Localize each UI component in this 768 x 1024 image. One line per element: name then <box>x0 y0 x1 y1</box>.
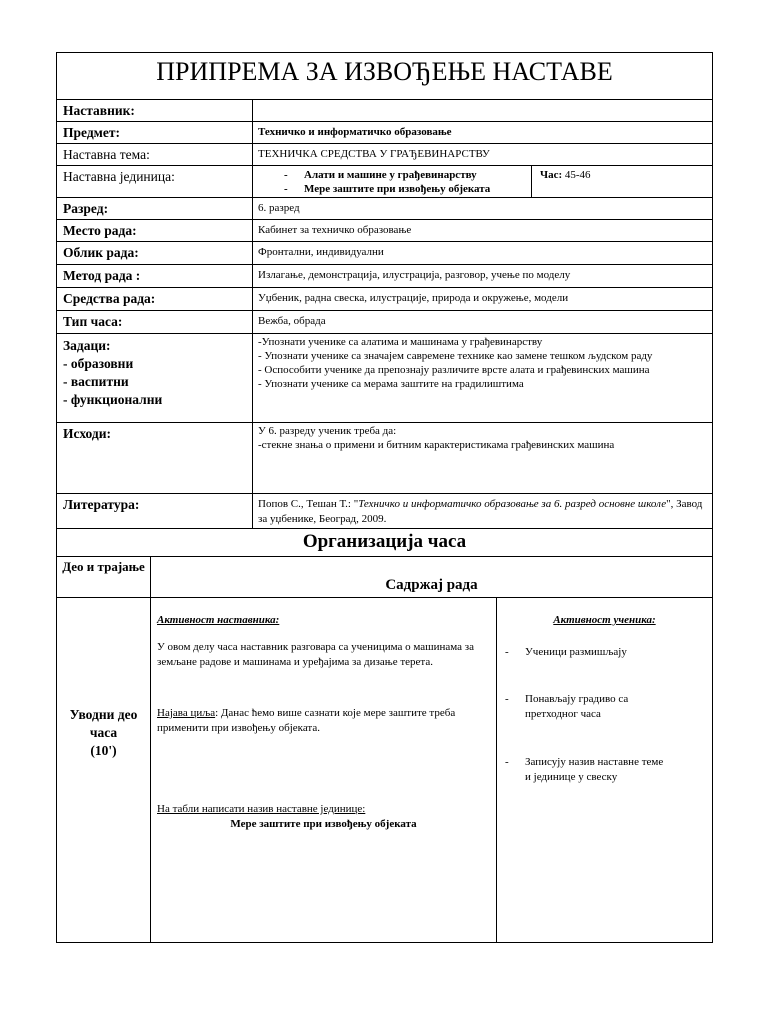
outcomes-line: У 6. разреду ученик треба да: <box>258 425 397 437</box>
teacher-activity-cell <box>151 598 497 942</box>
organization-title: Организација часа <box>302 531 467 552</box>
literature-label: Литература: <box>57 494 253 528</box>
tasks-label-cell <box>57 334 253 422</box>
task-line: - Упознати ученике са значајем савремене технике као замене тешком људском раду <box>258 350 653 362</box>
topic-value: ТЕХНИЧКА СРЕДСТВА У ГРАЂЕВИНАРСТВУ <box>258 148 490 160</box>
board-instruction: На табли написати назив наставне јединице: <box>157 803 366 815</box>
hour-cell <box>534 166 597 184</box>
subject-label: Предмет: <box>57 122 253 143</box>
method-label: Метод рада : <box>57 265 253 287</box>
outcomes-value <box>253 423 712 493</box>
teacher-activity-heading: Активност наставника: <box>157 614 280 626</box>
student-activity-cell <box>497 598 712 942</box>
row-grade <box>57 198 712 220</box>
tasks-value <box>253 334 712 422</box>
lesson-goal-label: Најава циља <box>157 707 216 719</box>
row-resources <box>57 288 712 311</box>
literature-value: Попов С., Тешан Т.: "Техничко и информатичко образовање за 6. разред основне школе", Завод за уџбенике, Београд, 2009. <box>258 498 703 525</box>
outcomes-line: -стекне знања о примени и битним карактеристикама грађевинских машина <box>258 439 615 451</box>
type-label: Тип часа: <box>57 311 253 333</box>
row-outcomes <box>57 423 712 494</box>
row-place <box>57 220 712 242</box>
resources-label: Средства рада: <box>57 288 253 310</box>
unit-items <box>253 166 532 197</box>
page-title: ПРИПРЕМА ЗА ИЗВОЂЕЊЕ НАСТАВЕ <box>156 57 613 86</box>
literature-book-title: Техничко и информатичко образовање за 6. разред основне школе <box>358 498 667 510</box>
part-duration-header: Део и трајање <box>57 557 151 597</box>
form-value: Фронтални, индивидуални <box>258 246 384 258</box>
row-tasks <box>57 334 712 423</box>
teacher-label: Наставник: <box>57 100 253 121</box>
tasks-sub-upbringing: - васпитни <box>63 374 129 389</box>
row-teacher <box>57 100 712 122</box>
student-activity-item: - Понављају градиво са претходног часа <box>505 693 629 720</box>
tasks-label: Задаци: <box>63 338 111 353</box>
row-type <box>57 311 712 334</box>
intro-section-label: Уводни део часа (10') <box>57 706 150 760</box>
method-value: Излагање, демонстрација, илустрација, разговор, учење по моделу <box>258 269 571 281</box>
teacher-activity-text: У овом делу часа наставник разговара са ученицима о машинама за земљане радове и машинама и уређајима за дизање терета. <box>157 641 475 668</box>
intro-section-time: (10') <box>90 743 117 758</box>
row-unit <box>57 166 712 198</box>
topic-label: Наставна тема: <box>57 144 253 165</box>
task-line: -Упознати ученике са алатима и машинама у грађевинарству <box>258 336 543 348</box>
hour-value: 45-46 <box>564 169 591 181</box>
row-topic <box>57 144 712 166</box>
lesson-goal: Најава циља: Данас ћемо више сазнати које мере заштите треба применити при извођењу објеката. <box>157 707 456 734</box>
content-header: Садржај рада <box>385 577 478 593</box>
unit-label: Наставна јединица: <box>57 166 253 197</box>
tasks-sub-functional: - функционални <box>63 392 163 407</box>
title-row <box>57 53 712 100</box>
student-activity-item: - Ученици размишљају <box>505 646 627 658</box>
grade-value: 6. разред <box>258 202 300 214</box>
unit-item: - Мере заштите при извођењу објеката <box>284 183 491 195</box>
board-unit-name: Мере заштите при извођењу објеката <box>230 818 417 830</box>
student-activity-item: - Записују назив наставне теме и јединице у свеску <box>505 756 664 783</box>
subject-value: Техничко и информатичко образовање <box>258 126 452 138</box>
tasks-sub-educational: - образовни <box>63 356 134 371</box>
form-label: Облик рада: <box>57 242 253 264</box>
row-subject <box>57 122 712 144</box>
organization-header-row <box>57 557 712 598</box>
organization-title-row <box>57 529 712 557</box>
type-value: Вежба, обрада <box>258 315 326 327</box>
outcomes-label: Исходи: <box>57 423 253 493</box>
student-activity-heading: Активност ученика: <box>553 614 656 626</box>
place-value: Кабинет за техничко образовање <box>258 224 412 236</box>
grade-label: Разред: <box>57 198 253 219</box>
place-label: Место рада: <box>57 220 253 241</box>
resources-value: Уџбеник, радна свеска, илустрације, природа и окружење, модели <box>258 292 569 304</box>
unit-item: - Алати и машине у грађевинарству <box>284 169 477 181</box>
task-line: - Оспособити ученике да препознају различите врсте алата и грађевинских машина <box>258 364 650 376</box>
intro-section-row <box>57 598 712 942</box>
row-literature <box>57 494 712 529</box>
teacher-value <box>253 100 712 121</box>
row-form <box>57 242 712 265</box>
task-line: - Упознати ученике са мерама заштите на градилиштима <box>258 378 524 390</box>
row-method <box>57 265 712 288</box>
hour-label: Час: <box>540 169 563 181</box>
lesson-plan-table <box>56 52 713 943</box>
intro-section-cell <box>57 598 151 942</box>
